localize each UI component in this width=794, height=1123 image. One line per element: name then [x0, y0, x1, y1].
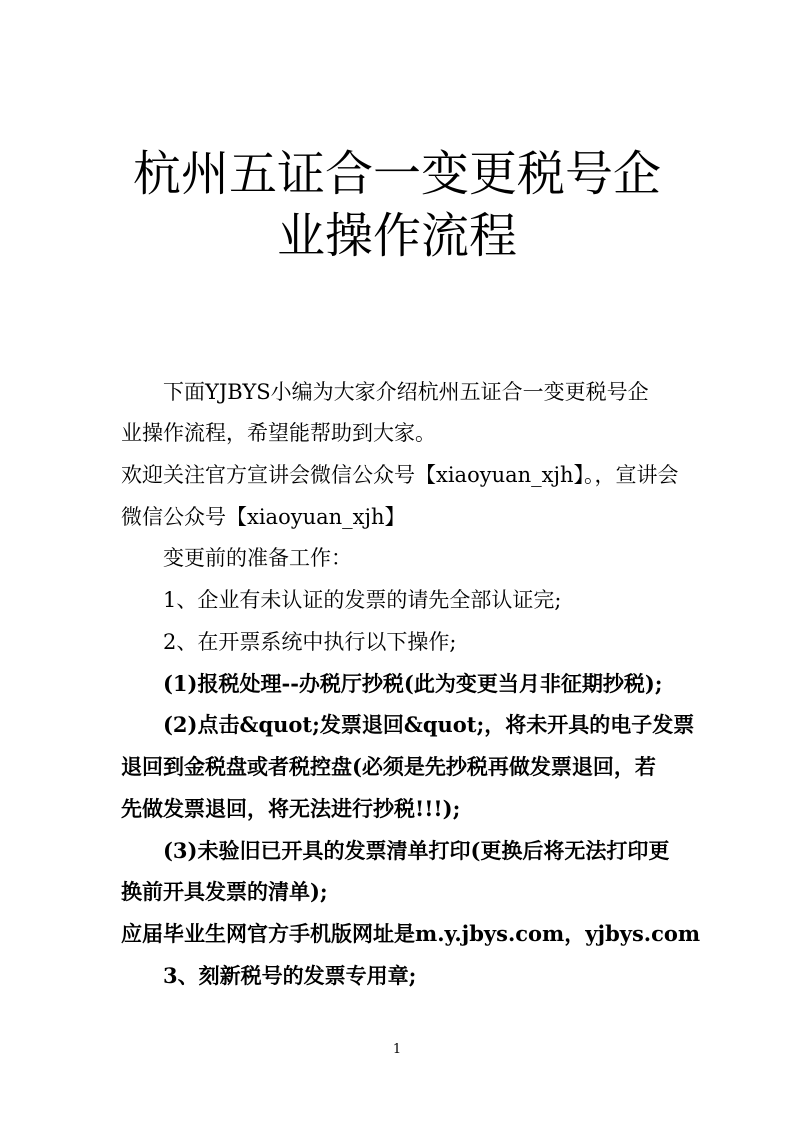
list-item: (2)点击&quot;发票退回&quot;，将未开具的电子发票 — [163, 712, 695, 737]
document-title-line-1: 杭州五证合一变更税号企 — [132, 146, 661, 202]
paragraph-line: 退回到金税盘或者税控盘(必须是先抄税再做发票退回，若 — [121, 754, 656, 779]
list-item: (3)未验旧已开具的发票清单打印(更换后将无法打印更 — [163, 838, 670, 863]
page-number: 1 — [392, 1042, 402, 1057]
paragraph-line: 换前开具发票的清单); — [121, 879, 328, 904]
list-item: (1)报税处理--办税厅抄税(此为变更当月非征期抄税); — [163, 671, 663, 696]
list-item: 1、企业有未认证的发票的请先全部认证完; — [163, 588, 562, 612]
paragraph-line: 应届毕业生网官方手机版网址是m.y.jbys.com，yjbys.com — [121, 921, 701, 946]
document-title-line-2: 业操作流程 — [276, 208, 517, 264]
list-item: 3、刻新税号的发票专用章; — [163, 963, 417, 988]
list-item: 2、在开票系统中执行以下操作; — [163, 630, 457, 654]
paragraph-line: 先做发票退回，将无法进行抄税!!!); — [121, 796, 461, 821]
paragraph-line: 业操作流程，希望能帮助到大家。 — [121, 421, 436, 445]
section-heading: 变更前的准备工作： — [163, 546, 352, 570]
paragraph-line: 微信公众号【xiaoyuan_xjh】 — [121, 505, 406, 529]
paragraph-line: 下面YJBYS小编为大家介绍杭州五证合一变更税号企 — [163, 380, 649, 404]
paragraph-line: 欢迎关注官方宣讲会微信公众号【xiaoyuan_xjh】。，宣讲会 — [121, 463, 679, 487]
